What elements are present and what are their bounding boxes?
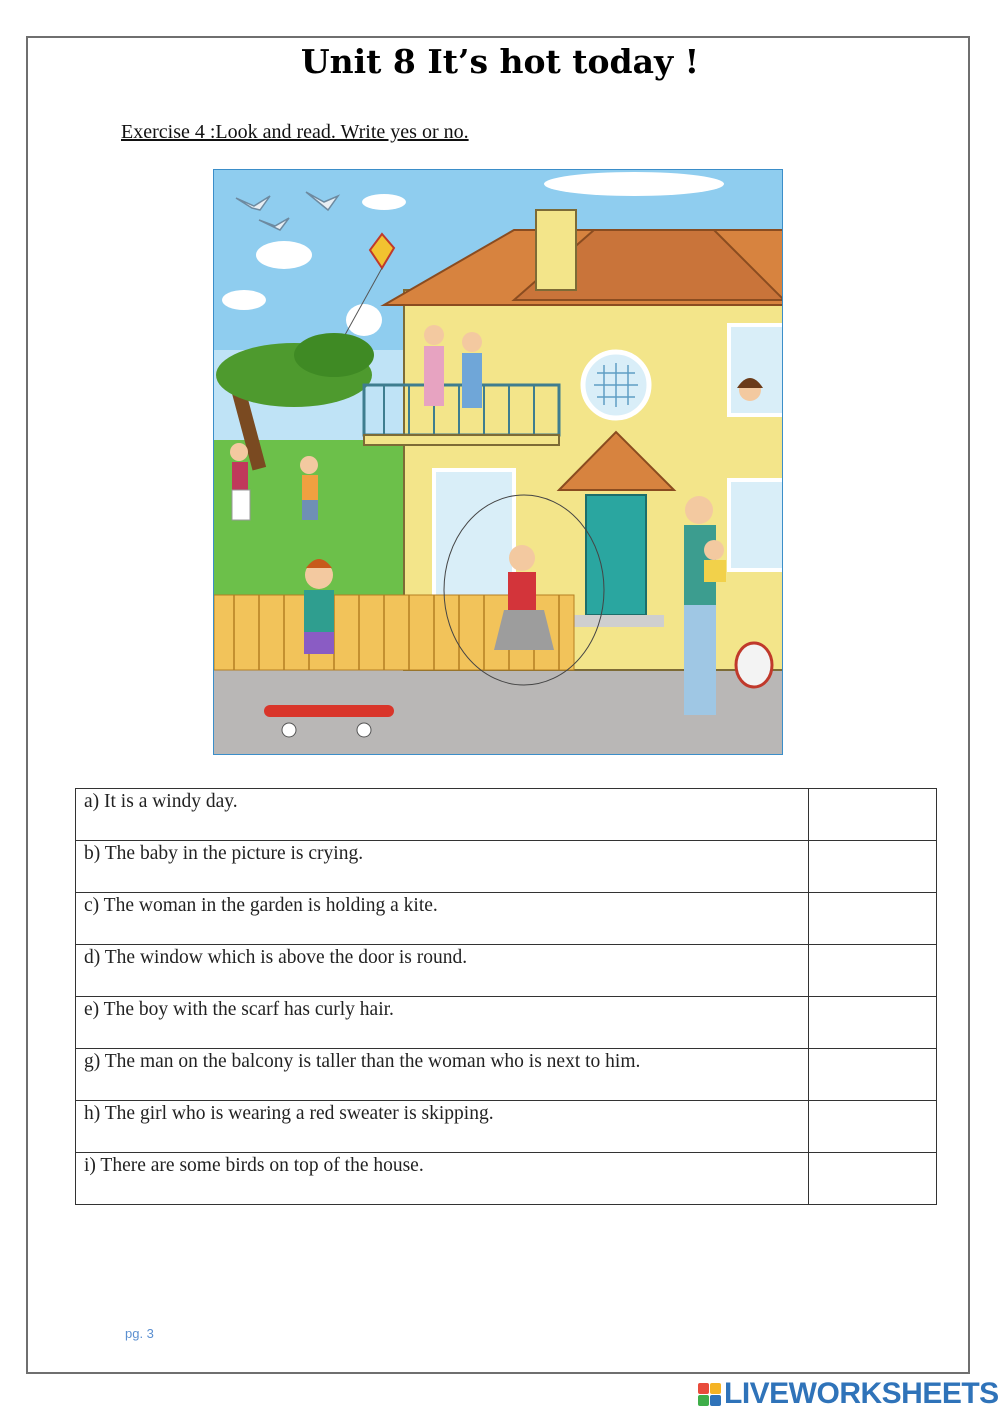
answer-cell[interactable] — [809, 1101, 937, 1153]
answer-cell[interactable] — [809, 841, 937, 893]
statement-row — [76, 1101, 937, 1153]
statement-row — [76, 945, 937, 997]
answer-cell[interactable] — [809, 945, 937, 997]
answer-cell[interactable] — [809, 789, 937, 841]
statement-text: a) It is a windy day. — [76, 789, 809, 841]
house-scene-image — [214, 170, 783, 755]
statement-row — [76, 1049, 937, 1101]
statement-text: b) The baby in the picture is crying. — [76, 841, 809, 893]
liveworksheets-logo-icon — [698, 1383, 721, 1406]
statement-text: h) The girl who is wearing a red sweater is skipping. — [76, 1101, 809, 1153]
liveworksheets-logo[interactable] — [698, 1378, 999, 1410]
answer-cell[interactable] — [809, 1153, 937, 1205]
statement-text: g) The man on the balcony is taller than the woman who is next to him. — [76, 1049, 809, 1101]
statements-table — [75, 788, 937, 1205]
answer-cell[interactable] — [809, 997, 937, 1049]
page-title: Unit 8 It’s hot today ! — [300, 42, 700, 81]
answer-cell[interactable] — [809, 893, 937, 945]
statement-row — [76, 893, 937, 945]
exercise-instruction: Exercise 4 :Look and read. Write yes or no. — [121, 121, 469, 143]
statement-text: c) The woman in the garden is holding a kite. — [76, 893, 809, 945]
statement-text: e) The boy with the scarf has curly hair. — [76, 997, 809, 1049]
answer-cell[interactable] — [809, 1049, 937, 1101]
statement-row — [76, 789, 937, 841]
statement-text: d) The window which is above the door is round. — [76, 945, 809, 997]
scene-illustration — [213, 169, 783, 755]
statement-row — [76, 841, 937, 893]
statement-text: i) There are some birds on top of the house. — [76, 1153, 809, 1205]
statement-row — [76, 997, 937, 1049]
page-number: pg. 3 — [125, 1326, 154, 1341]
statement-row — [76, 1153, 937, 1205]
brand-name: LIVEWORKSHEETS — [724, 1377, 999, 1410]
